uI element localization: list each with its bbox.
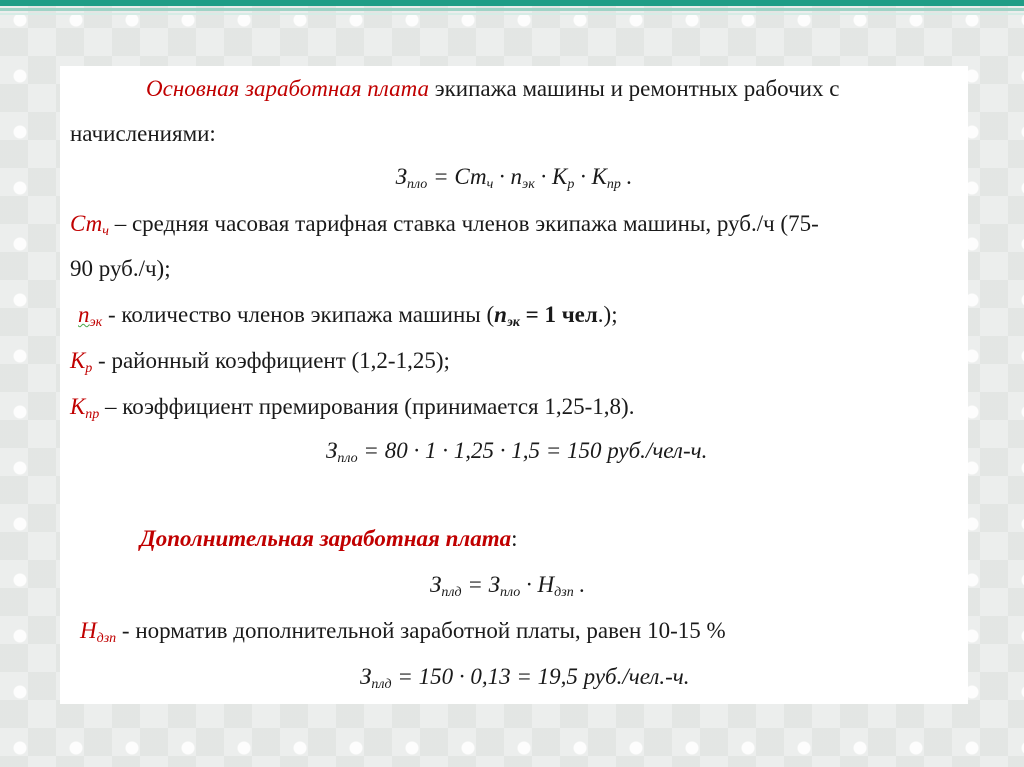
definition-crew-count: $n_{эк}$ - количество членов экипажа машины ($n_{эк} = 1$ чел.);	[78, 302, 618, 330]
section-basic-heading	[146, 76, 839, 102]
slide-content	[60, 66, 968, 704]
definition-additional-norm: $Н_{дзп}$ - норматив дополнительной заработной платы, равен 10-15 %	[80, 618, 726, 646]
section-additional-heading: Дополнительная заработная плата:	[140, 526, 518, 551]
definition-hourly-rate: $Ст_ч$ – средняя часовая тарифная ставка членов экипажа машины, руб./ч (75-	[70, 211, 819, 239]
section-basic-title-rest: экипажа машины и ремонтных рабочих с	[428, 76, 840, 101]
formula-additional-wage: $З_{плд} = З_{пло} \cdot Н_{дзп}$ .	[430, 572, 586, 600]
definition-regional-coef: $К_р$ - районный коэффициент (1,2-1,25);	[70, 348, 450, 376]
top-accent-stripe	[0, 8, 1024, 11]
definition-bonus-coef: $К_{пр}$ – коэффициент премирования (принимается 1,25-1,8).	[70, 394, 635, 422]
formula-basic-wage-calc: $З_{пло} = 80 \cdot 1 \cdot 1,25 \cdot 1,5 = 150$ руб./чел-ч.	[326, 438, 708, 466]
formula-additional-wage-calc: $З_{плд} = 150 \cdot 0,13 = 19,5$ руб./чел.-ч.	[360, 664, 690, 692]
section-basic-heading-cont: начислениями:	[70, 121, 216, 146]
formula-basic-wage: $З_{пло} = Ст_ч \cdot n_{эк} \cdot К_р \cdot К_{пр}$ .	[395, 164, 633, 192]
section-basic-title: Основная заработная плата	[146, 76, 429, 101]
definition-hourly-rate-cont: 90 руб./ч);	[70, 256, 171, 281]
top-accent-thin-stripe	[0, 13, 1024, 15]
top-accent-bar	[0, 0, 1024, 6]
